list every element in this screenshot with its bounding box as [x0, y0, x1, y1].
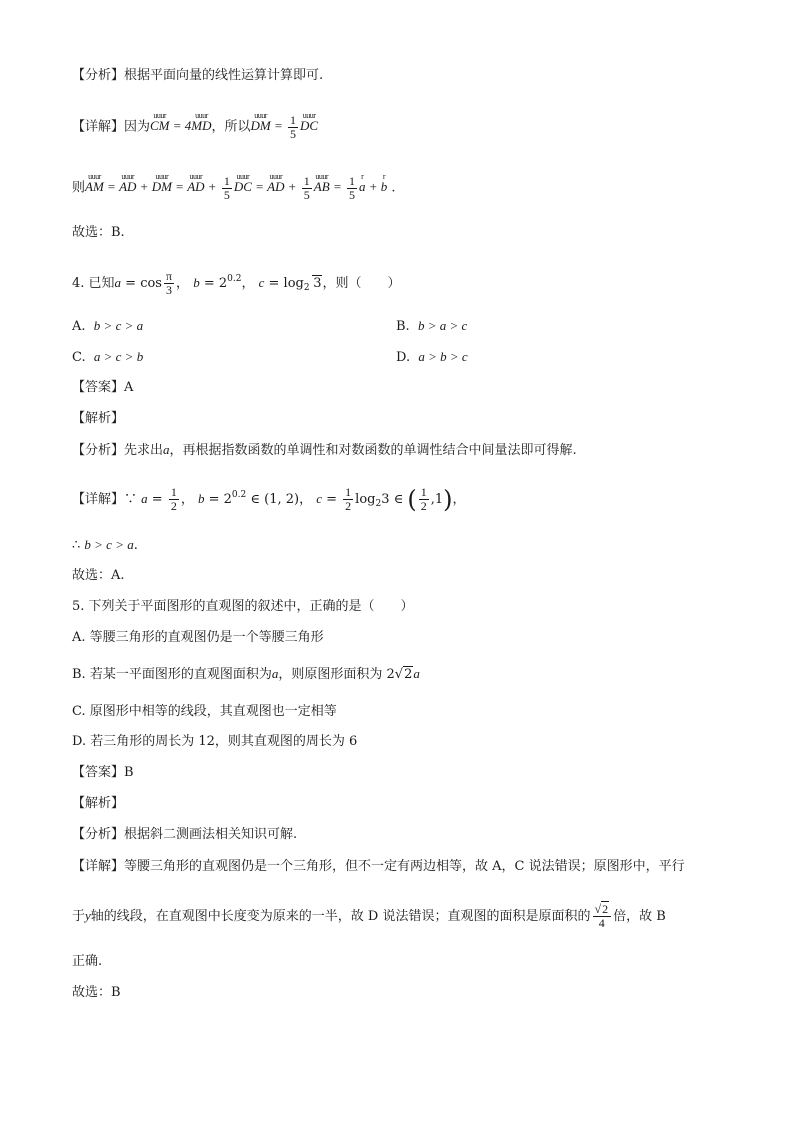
q4-option-c: C. a > c > b	[72, 349, 144, 365]
q5-analysis: 【分析】根据斜二测画法相关知识可解.	[72, 827, 298, 842]
q3-derivation-line: 则uuur AM = uuur AD + uuur DM = uuur AD + $\frac{1}{5}$ uuur DC = uuur AD + $\frac{1}{5}$ uuur AB = $\frac{1}{5}$ r a + r b .	[72, 175, 396, 202]
q4-option-b: B. b > a > c	[396, 318, 468, 334]
q3-detail-mid: ，所以	[211, 119, 251, 135]
q3-analysis: 【分析】根据平面向量的线性运算计算即可.	[72, 68, 324, 83]
q4-option-a: A. b > c > a	[72, 318, 144, 334]
q5-detail-3: 正确.	[72, 954, 103, 969]
q5-answer: 【答案】B	[72, 765, 134, 780]
q5-option-d: D. 若三角形的周长为 12，则其直观图的周长为 6	[72, 734, 358, 749]
q4-title: 4. 已知a = cos $\frac{\pi}{3}$ ， $b = 2^{0.2}$， $c = \log_2 3$，则（ ）	[72, 269, 401, 297]
q4-conclusion: ∴ b > c > a.	[72, 537, 138, 553]
q5-option-b: B. 若某一平面图形的直观图面积为a，则原图形面积为 2√2a	[72, 666, 420, 682]
q4-answer: 【答案】A	[72, 380, 134, 395]
q5-jiexi: 【解析】	[72, 796, 125, 811]
q3-derivation-prefix: 则	[72, 180, 86, 196]
q5-detail-1: 【详解】等腰三角形的直观图仍是一个三角形，但不一定有两边相等，故 A，C 说法错误；原图形中，平行	[72, 859, 685, 874]
q3-choose: 故选：B.	[72, 225, 125, 240]
q4-analysis: 【分析】先求出a，再根据指数函数的单调性和对数函数的单调性结合中间量法即可得解.	[72, 442, 577, 458]
q3-detail-prefix: 【详解】因为	[72, 119, 151, 135]
q4-title-suffix: ，则（ ）	[322, 276, 401, 291]
q5-title: 5. 下列关于平面图形的直观图的叙述中，正确的是（ ）	[72, 599, 414, 614]
q4-jiexi: 【解析】	[72, 411, 125, 426]
q5-choose: 故选：B	[72, 985, 121, 1000]
q3-detail-line: 【详解】因为uuur CM = 4uuur MD，所以uuur DM = $\frac{1}{5}$ uuur DC	[72, 114, 318, 141]
q4-detail: 【详解】∵ a = $\frac{1}{2}$ ， $b = 2^{0.2}$ ∈ (1, 2)， c = $\frac{1}{2}$ $\log_23$ ∈ ( $\frac{1}{2}$ ,1)，	[72, 485, 466, 514]
q5-option-c: C. 原图形中相等的线段，其直观图也一定相等	[72, 704, 337, 719]
q5-option-a: A. 等腰三角形的直观图仍是一个等腰三角形	[72, 630, 324, 645]
q4-choose: 故选：A.	[72, 568, 125, 583]
q4-title-prefix: 4. 已知	[72, 276, 115, 291]
q4-option-d: D. a > b > c	[396, 349, 468, 365]
q5-detail-2: 于y轴的线段，在直观图中长度变为原来的一半，故 D 说法错误；直观图的面积是原面积的 $\frac{√2}{4}$ 倍，故 B	[72, 902, 666, 930]
